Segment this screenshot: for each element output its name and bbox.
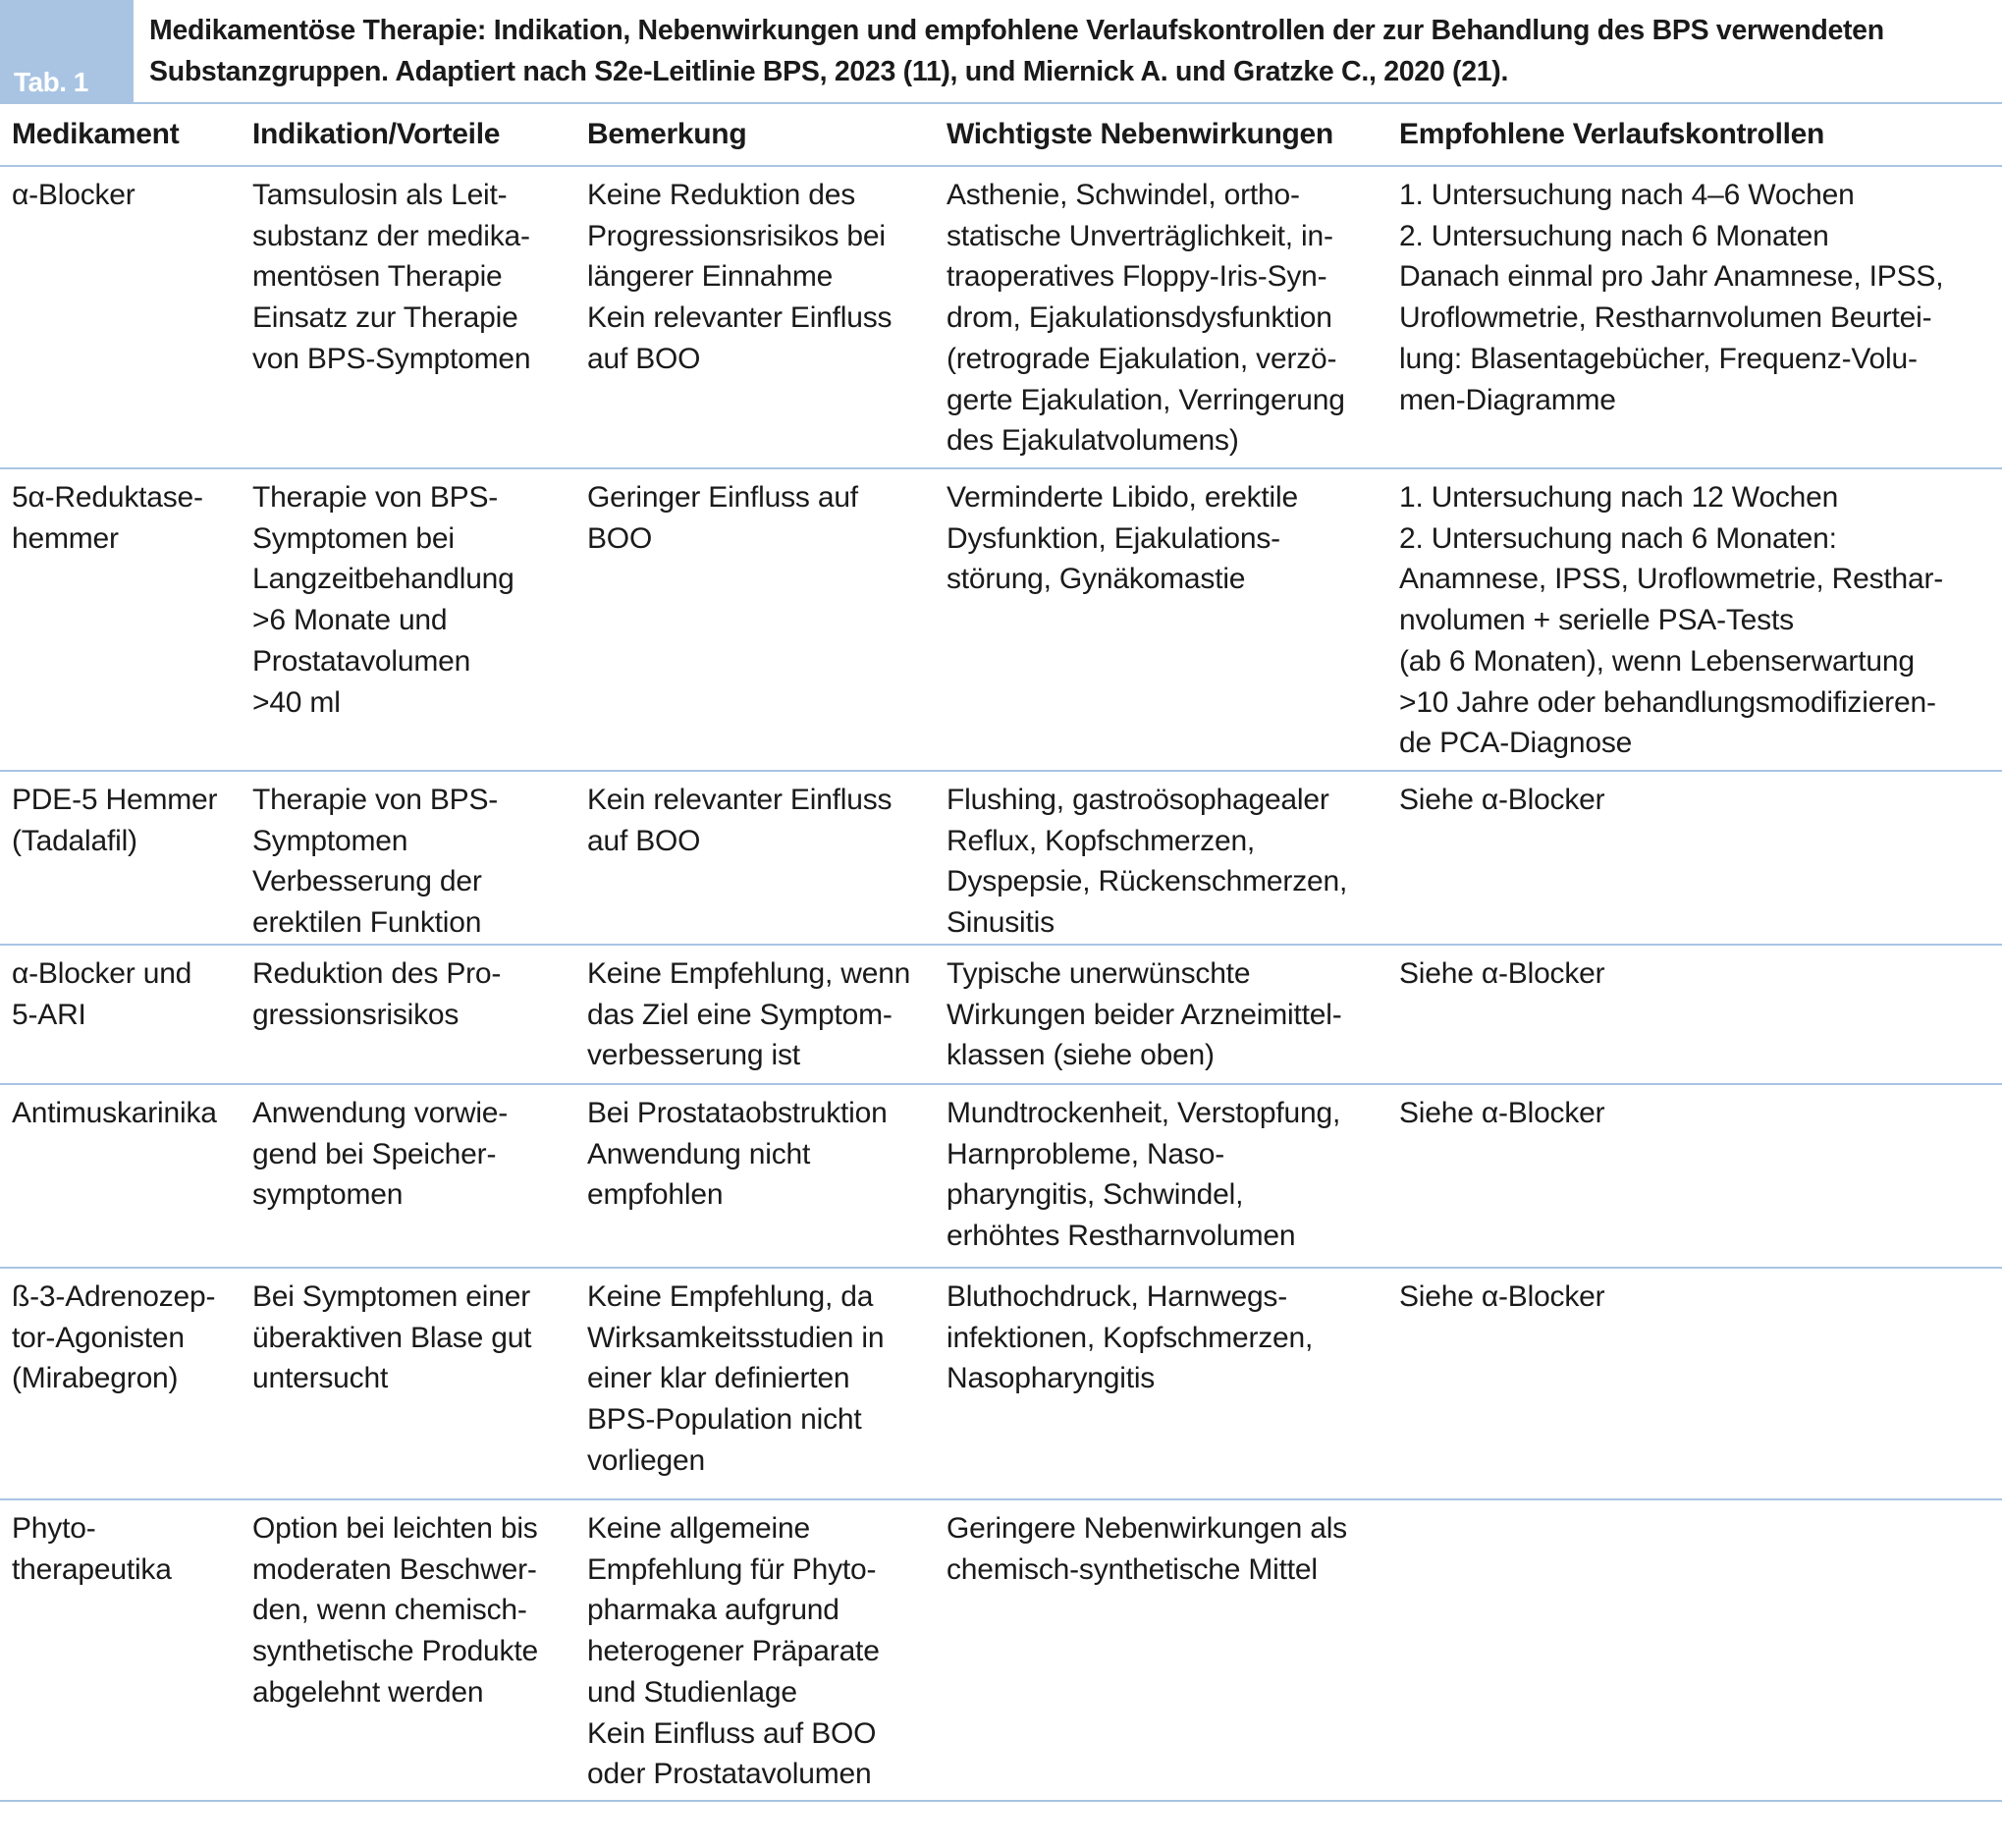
cell-medikament: 5α-Reduktase- hemmer <box>12 481 203 555</box>
cell-nebenwirkungen: Asthenie, Schwindel, ortho- statische Unverträglichkeit, in- traoperatives Floppy-Iris-Syn- drom, Ejakulationsdysfunktion (retrograde Ejakulation, verzö- gerte Ejakulation, Verringerung des Ejakulatvolumens) <box>947 179 1345 458</box>
therapy-table <box>0 104 2002 1802</box>
table-caption <box>0 0 2002 104</box>
cell-verlaufskontrollen: Siehe α-Blocker <box>1399 784 1605 816</box>
cell-indikation: Reduktion des Pro- gressionsrisikos <box>252 957 502 1031</box>
cell-indikation: Anwendung vorwie- gend bei Speicher- symptomen <box>252 1097 509 1212</box>
cell-indikation: Option bei leichten bis moderaten Beschwer- den, wenn chemisch- synthetische Produkte abgelehnt werden <box>252 1512 538 1709</box>
cell-nebenwirkungen: Geringere Nebenwirkungen als chemisch-synthetische Mittel <box>947 1512 1347 1586</box>
cell-medikament: ß-3-Adrenozep- tor-Agonisten (Mirabegron) <box>12 1280 216 1395</box>
cell-verlaufskontrollen: 1. Untersuchung nach 12 Wochen 2. Untersuchung nach 6 Monaten: Anamnese, IPSS, Uroflowmetrie, Resthar- nvolumen + serielle PSA-Tests (ab 6 Monaten), wenn Lebenserwartung >10 Jahre oder behandlungsmodifizieren- de PCA-Diagnose <box>1399 481 1944 760</box>
table-row <box>0 1085 2002 1269</box>
table-row <box>0 772 2002 946</box>
table-row <box>0 469 2002 772</box>
cell-bemerkung: Keine Empfehlung, wenn das Ziel eine Symptom- verbesserung ist <box>587 957 911 1072</box>
table-row <box>0 167 2002 469</box>
cell-verlaufskontrollen: Siehe α-Blocker <box>1399 957 1605 990</box>
cell-indikation: Therapie von BPS- Symptomen Verbesserung der erektilen Funktion <box>252 784 499 940</box>
cell-medikament: Antimuskarinika <box>12 1097 217 1129</box>
cell-bemerkung: Keine Reduktion des Progressionsrisikos bei längerer Einnahme Kein relevanter Einfluss auf BOO <box>587 179 893 375</box>
cell-bemerkung: Keine allgemeine Empfehlung für Phyto- pharmaka aufgrund heterogener Präparate und Studienlage Kein Einfluss auf BOO oder Prostatavolumen <box>587 1512 880 1791</box>
cell-nebenwirkungen: Typische unerwünschte Wirkungen beider Arzneimittel- klassen (siehe oben) <box>947 957 1342 1072</box>
cell-verlaufskontrollen: Siehe α-Blocker <box>1399 1280 1605 1313</box>
table-row <box>0 1269 2002 1500</box>
column-header: Bemerkung <box>587 118 747 150</box>
cell-verlaufskontrollen: 1. Untersuchung nach 4–6 Wochen 2. Untersuchung nach 6 Monaten Danach einmal pro Jahr Anamnese, IPSS, Uroflowmetrie, Restharnvolumen Beurtei- lung: Blasentagebücher, Frequenz-Volu- men-Diagramme <box>1399 179 1944 416</box>
column-header: Indikation/Vorteile <box>252 118 501 150</box>
table-row <box>0 1500 2002 1802</box>
cell-medikament: α-Blocker und 5-ARI <box>12 957 192 1031</box>
table-number-label: Tab. 1 <box>14 67 88 97</box>
cell-medikament: Phyto- therapeutika <box>12 1512 172 1586</box>
cell-indikation: Tamsulosin als Leit- substanz der medika- mentösen Therapie Einsatz zur Therapie von BPS-Symptomen <box>252 179 531 375</box>
table-row <box>0 946 2002 1085</box>
column-header: Empfohlene Verlaufskontrollen <box>1399 118 1825 150</box>
table-header-row <box>0 104 2002 167</box>
table-caption-text: Medikamentöse Therapie: Indikation, Nebenwirkungen und empfohlene Verlaufskontrollen der zur Behandlung des BPS verwendeten Substanzgruppen. Adaptiert nach S2e-Leitlinie BPS, 2023 (11), und Miernick A. und Gratzke C., 2020 (21). <box>149 15 1884 87</box>
column-header: Wichtigste Nebenwirkungen <box>947 118 1333 150</box>
cell-verlaufskontrollen: Siehe α-Blocker <box>1399 1097 1605 1129</box>
cell-bemerkung: Bei Prostataobstruktion Anwendung nicht empfohlen <box>587 1097 888 1212</box>
cell-bemerkung: Geringer Einfluss auf BOO <box>587 481 858 555</box>
cell-medikament: PDE-5 Hemmer (Tadalafil) <box>12 784 218 857</box>
column-header: Medikament <box>12 118 180 150</box>
cell-indikation: Therapie von BPS- Symptomen bei Langzeitbehandlung >6 Monate und Prostatavolumen >40 ml <box>252 481 514 719</box>
cell-nebenwirkungen: Verminderte Libido, erektile Dysfunktion, Ejakulations- störung, Gynäkomastie <box>947 481 1298 596</box>
cell-nebenwirkungen: Mundtrockenheit, Verstopfung, Harnprobleme, Naso- pharyngitis, Schwindel, erhöhtes Restharnvolumen <box>947 1097 1341 1253</box>
cell-bemerkung: Keine Empfehlung, da Wirksamkeitsstudien in einer klar definierten BPS-Population nicht vorliegen <box>587 1280 885 1477</box>
cell-bemerkung: Kein relevanter Einfluss auf BOO <box>587 784 893 857</box>
cell-medikament: α-Blocker <box>12 179 135 211</box>
cell-nebenwirkungen: Bluthochdruck, Harnwegs- infektionen, Kopfschmerzen, Nasopharyngitis <box>947 1280 1314 1395</box>
cell-indikation: Bei Symptomen einer überaktiven Blase gut untersucht <box>252 1280 532 1395</box>
cell-nebenwirkungen: Flushing, gastroösophagealer Reflux, Kopfschmerzen, Dyspepsie, Rückenschmerzen, Sinusitis <box>947 784 1348 940</box>
table-number-badge <box>0 0 134 104</box>
